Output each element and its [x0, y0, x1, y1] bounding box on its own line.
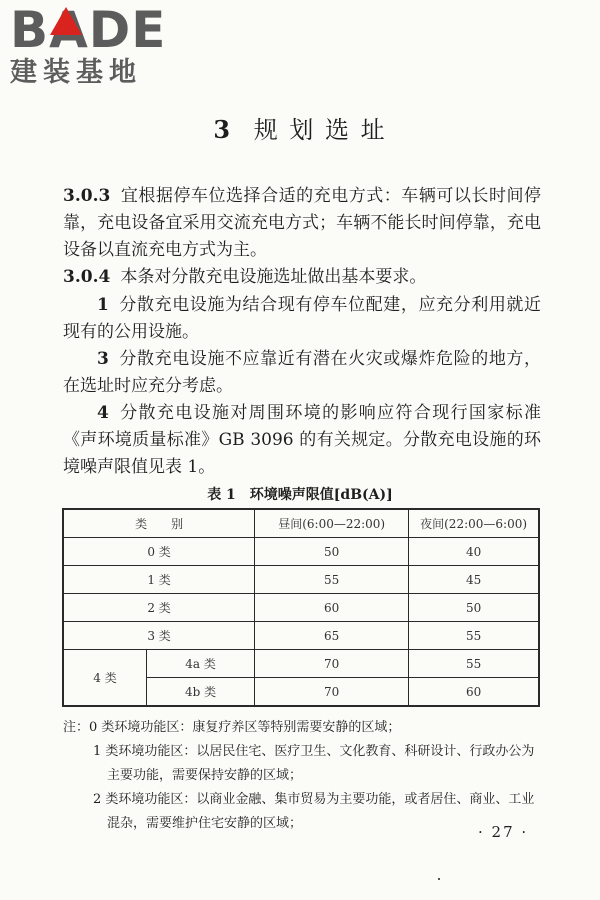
bade-logo	[10, 1, 180, 88]
item-text: 分散充电设施为结合现有停车位配建，应充分利用就近现有的公用设施。	[63, 295, 541, 342]
table-row	[63, 566, 539, 594]
cell-night: 60	[409, 678, 539, 707]
logo-wordmark	[10, 1, 167, 59]
item-number: 4	[97, 403, 109, 423]
table-title: 表 1 环境噪声限值[dB(A)]	[207, 487, 393, 503]
chapter-heading	[0, 110, 600, 145]
header-night: 夜间(22:00—6:00)	[409, 509, 539, 538]
item-1	[63, 292, 541, 346]
item-text: 分散充电设施不应靠近有潜在火灾或爆炸危险的地方，在选址时应充分考虑。	[63, 349, 541, 396]
cell-day: 65	[255, 622, 409, 650]
chapter-number: 3	[213, 115, 233, 144]
cell-day: 50	[255, 538, 409, 566]
cell-group-category: 4 类	[63, 650, 147, 707]
chapter-title: 规 划 选 址	[253, 116, 387, 144]
header-day: 昼间(6:00—22:00)	[255, 509, 409, 538]
cell-night: 45	[409, 566, 539, 594]
item-number: 1	[97, 295, 109, 315]
cell-subcategory: 4b 类	[147, 678, 255, 707]
table-header-row	[63, 509, 539, 538]
noise-limit-table	[62, 508, 540, 707]
item-text: 分散充电设施对周围环境的影响应符合现行国家标准《声环境质量标准》GB 3096 的有关规定。分散充电设施的环境噪声限值见表 1。	[63, 403, 541, 477]
section-text: 本条对分散充电设施选址做出基本要求。	[120, 267, 427, 287]
item-4	[63, 400, 541, 481]
section-3-0-3	[63, 183, 541, 264]
logo-word-text: BADE	[10, 1, 167, 59]
scan-speck	[438, 878, 440, 880]
cell-day: 60	[255, 594, 409, 622]
cell-day: 70	[255, 678, 409, 707]
cell-category: 1 类	[63, 566, 255, 594]
section-text: 宜根据停车位选择合适的充电方式：车辆可以长时间停靠，充电设备宜采用交流充电方式；车辆不能长时间停靠，充电设备以直流充电方式为主。	[63, 186, 541, 260]
table-notes	[63, 716, 541, 836]
logo-chinese-name: 建装基地	[10, 57, 142, 88]
section-number: 3.0.3	[63, 186, 111, 206]
cell-day: 55	[255, 566, 409, 594]
cell-night: 40	[409, 538, 539, 566]
header-category: 类 别	[63, 509, 255, 538]
cell-night: 55	[409, 650, 539, 678]
table-row	[63, 650, 539, 678]
note-item: 1 类环境功能区：以居民住宅、医疗卫生、文化教育、科研设计、行政办公为主要功能，需要保持安静的区域；	[93, 744, 535, 783]
cell-category: 0 类	[63, 538, 255, 566]
table-row	[63, 622, 539, 650]
cell-day: 70	[255, 650, 409, 678]
cell-category: 2 类	[63, 594, 255, 622]
cell-category: 3 类	[63, 622, 255, 650]
note-lead: 注：0 类环境功能区：康复疗养区等特别需要安静的区域；	[63, 720, 401, 735]
note-item: 2 类环境功能区：以商业金融、集市贸易为主要功能，或者居住、商业、工业混杂，需要维护住宅安静的区域；	[93, 792, 535, 831]
cell-night: 55	[409, 622, 539, 650]
item-number: 3	[97, 349, 109, 369]
cell-subcategory: 4a 类	[147, 650, 255, 678]
item-3	[63, 346, 541, 400]
page-number: · 27 ·	[478, 823, 529, 841]
logo-triangle-icon	[50, 7, 82, 35]
section-number: 3.0.4	[63, 267, 111, 287]
table-row	[63, 538, 539, 566]
section-3-0-4	[63, 264, 541, 291]
table-row	[63, 594, 539, 622]
cell-night: 50	[409, 594, 539, 622]
